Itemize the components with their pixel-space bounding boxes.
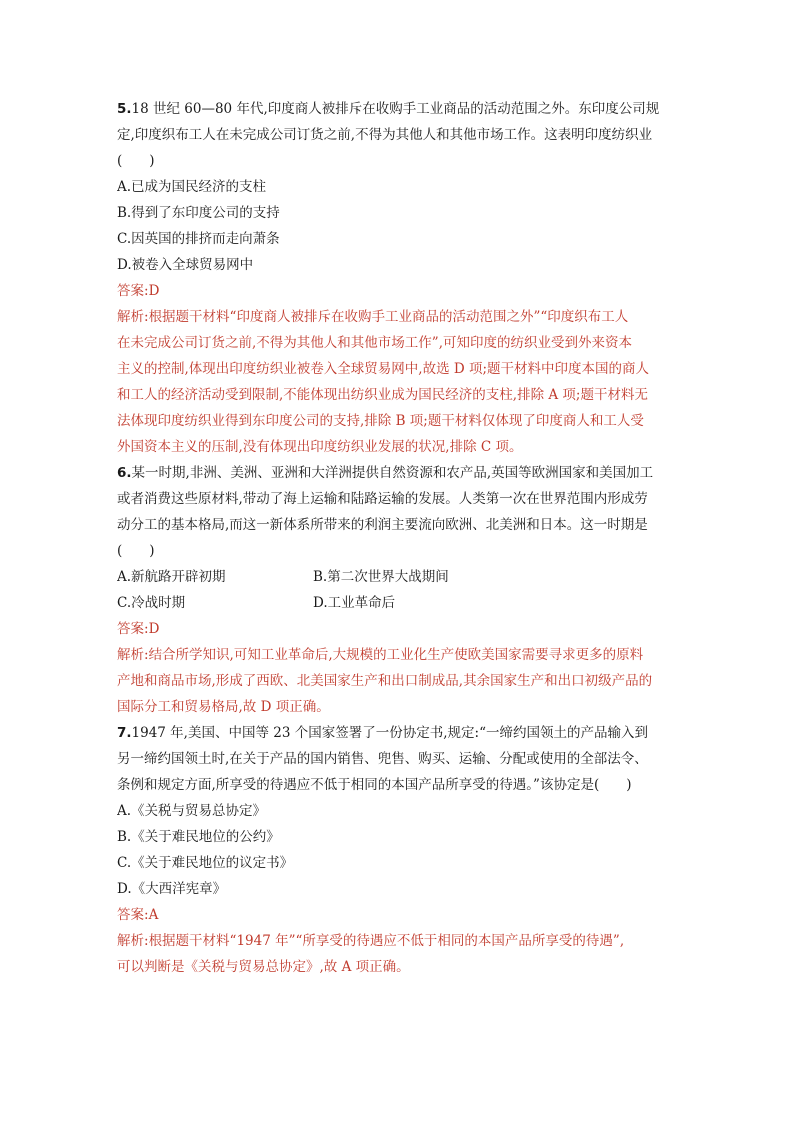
question-list xyxy=(117,96,677,980)
explanation-line: 主义的控制,体现出印度纺织业被卷入全球贸易网中,故选 D 项;题干材料中印度本国的商人 xyxy=(117,361,650,377)
option-a: A.已成为国民经济的支柱 xyxy=(117,179,267,195)
question-number: 5. xyxy=(117,101,132,117)
question-5 xyxy=(117,96,677,460)
option-b: B.第二次世界大战期间 xyxy=(313,569,449,585)
question-stem-line: 7.1947 年,美国、中国等 23 个国家签署了一份协定书,规定:“一缔约国领土的产品输入到 xyxy=(117,725,648,741)
option-d: D.工业革命后 xyxy=(313,595,396,611)
answer-line xyxy=(117,902,677,928)
answer-line xyxy=(117,616,677,642)
question-stem-line: 另一缔约国领土时,在关于产品的国内销售、兜售、购买、运输、分配或使用的全部法令、 xyxy=(117,751,648,767)
explanation-line: 国际分工和贸易格局,故 D 项正确。 xyxy=(117,699,330,715)
explanation-line: 在未完成公司订货之前,不得为其他人和其他市场工作”,可知印度的纺织业受到外来资本 xyxy=(117,335,632,351)
question-number: 6. xyxy=(117,465,132,481)
option-b: B.《关于难民地位的公约》 xyxy=(117,829,280,845)
question-number: 7. xyxy=(117,725,132,741)
option-b: B.得到了东印度公司的支持 xyxy=(117,205,280,221)
explanation-line: 解析:根据题干材料“印度商人被排斥在收购手工业商品的活动范围之外”“印度织布工人 xyxy=(117,309,629,325)
explanation-line: 外国资本主义的压制,没有体现出印度纺织业发展的状况,排除 C 项。 xyxy=(117,439,523,455)
question-stem-line: 或者消费这些原材料,带动了海上运输和陆路运输的发展。人类第一次在世界范围内形成劳 xyxy=(117,491,648,507)
explanation-label: 解析: xyxy=(117,647,149,663)
answer-label: 答案: xyxy=(117,283,149,299)
question-stem-line: 6.某一时期,非洲、美洲、亚洲和大洋洲提供自然资源和农产品,英国等欧洲国家和美国加工 xyxy=(117,465,654,481)
explanation-line: 法体现印度纺织业得到东印度公司的支持,排除 B 项;题干材料仅体现了印度商人和工人受 xyxy=(117,413,644,429)
question-6 xyxy=(117,460,677,720)
question-stem-line: 条例和规定方面,所享受的待遇应不低于相同的本国产品所享受的待遇。”该协定是( ) xyxy=(117,777,632,793)
answer-label: 答案: xyxy=(117,621,149,637)
option-d: D.《大西洋宪章》 xyxy=(117,881,227,897)
question-stem-line: 定,印度织布工人在未完成公司订货之前,不得为其他人和其他市场工作。这表明印度纺织业 xyxy=(117,127,653,143)
explanation-line: 和工人的经济活动受到限制,不能体现出纺织业成为国民经济的支柱,排除 A 项;题干材料无 xyxy=(117,387,648,403)
answer-value: D xyxy=(148,283,160,299)
answer-line xyxy=(117,278,677,304)
explanation-line: 解析:根据题干材料“1947 年”“所享受的待遇应不低于相同的本国产品所享受的待遇”, xyxy=(117,933,625,949)
question-7 xyxy=(117,720,677,980)
explanation-line: 产地和商品市场,形成了西欧、北美国家生产和出口制成品,其余国家生产和出口初级产品的 xyxy=(117,673,653,689)
question-stem-line: 5.18 世纪 60—80 年代,印度商人被排斥在收购手工业商品的活动范围之外。东印度公司规 xyxy=(117,101,660,117)
question-stem-line: ( ) xyxy=(117,543,155,559)
explanation-label: 解析: xyxy=(117,309,149,325)
explanation-label: 解析: xyxy=(117,933,149,949)
option-c: C.《关于难民地位的议定书》 xyxy=(117,855,294,871)
answer-value: A xyxy=(148,907,159,923)
question-stem-line: ( ) xyxy=(117,153,155,169)
option-c: C.冷战时期 xyxy=(117,595,186,611)
answer-value: D xyxy=(148,621,160,637)
option-row xyxy=(117,590,677,616)
question-stem-line: 动分工的基本格局,而这一新体系所带来的利润主要流向欧洲、北美洲和日本。这一时期是 xyxy=(117,517,648,533)
option-c: C.因英国的排挤而走向萧条 xyxy=(117,231,280,247)
option-a: A.新航路开辟初期 xyxy=(117,569,226,585)
option-a: A.《关税与贸易总协定》 xyxy=(117,803,267,819)
explanation-line: 可以判断是《关税与贸易总协定》,故 A 项正确。 xyxy=(117,959,410,975)
explanation-line: 解析:结合所学知识,可知工业革命后,大规模的工业化生产使欧美国家需要寻求更多的原料 xyxy=(117,647,644,663)
option-d: D.被卷入全球贸易网中 xyxy=(117,257,254,273)
answer-label: 答案: xyxy=(117,907,149,923)
option-row xyxy=(117,564,677,590)
